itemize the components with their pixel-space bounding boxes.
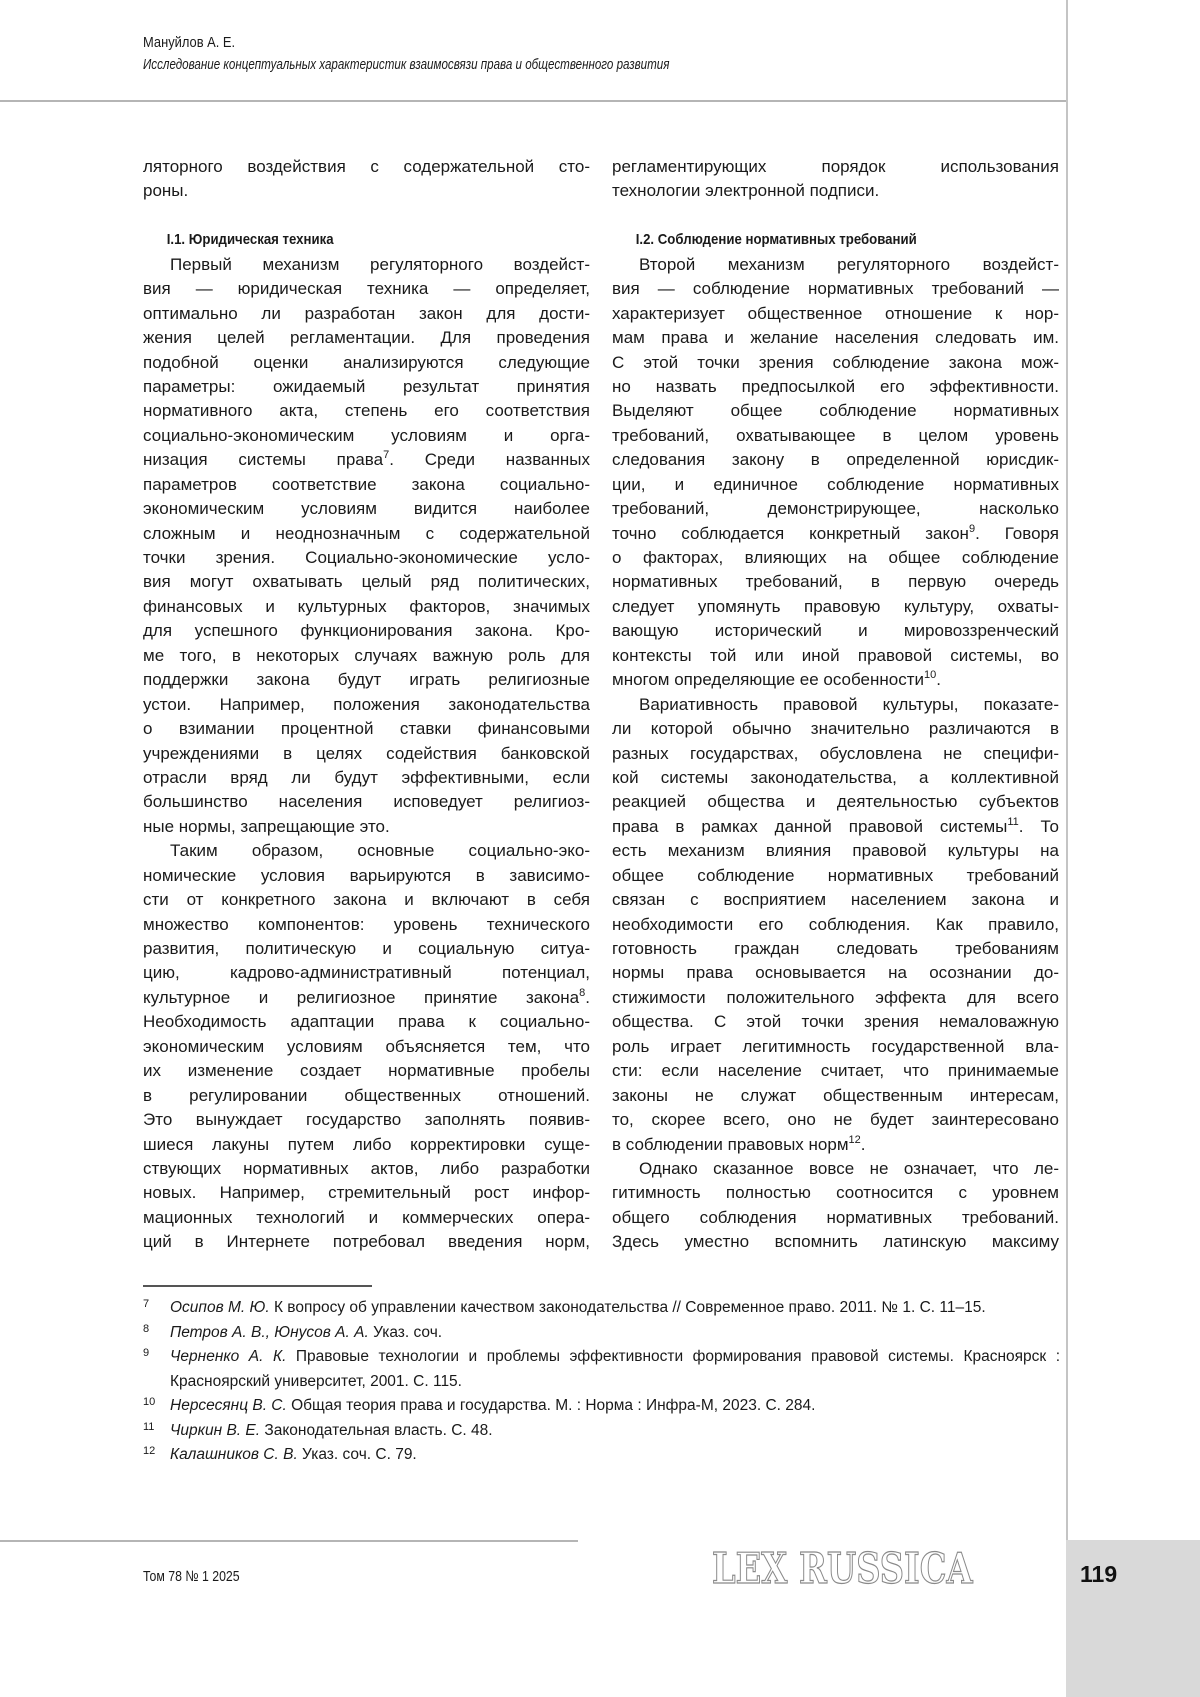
- text-line: большинство населения исповедует религиоз-: [143, 790, 590, 814]
- text-line: ные нормы, запрещающие это.: [143, 815, 590, 839]
- footnote: [143, 1345, 1060, 1394]
- text-line: следует упомянуть правовую культуру, охваты-: [612, 595, 1059, 619]
- text-line: поддержки закона будут играть религиозные: [143, 668, 590, 692]
- text-line: но назвать предпосылкой его эффективности.: [612, 375, 1059, 399]
- text-line: учреждениями в целях содействия банковской: [143, 742, 590, 766]
- text-column-right: [612, 155, 1059, 1255]
- footnote: [143, 1296, 1060, 1321]
- text-line: кой системы законодательства, а коллективной: [612, 766, 1059, 790]
- header-divider: [0, 100, 1068, 102]
- footnote: [143, 1321, 1060, 1346]
- text-line: социально-экономическим условиям и орга-: [143, 424, 590, 448]
- text-line: реакцией общества и деятельностью субъектов: [612, 790, 1059, 814]
- text-line: ме того, в некоторых случаях важную роль для: [143, 644, 590, 668]
- text-line: оптимально ли разработан закон для дости-: [143, 302, 590, 326]
- blank-line: [612, 204, 1059, 228]
- footnote-ref: 8: [579, 987, 585, 999]
- text-line: готовность граждан следовать требованиям: [612, 937, 1059, 961]
- text-segment: многом определяющие ее особенности: [612, 670, 924, 689]
- footnote-author: Осипов М. Ю.: [170, 1299, 270, 1316]
- text-line: контексты той или иной правовой системы, во: [612, 644, 1059, 668]
- section-heading: I.2. Соблюдение нормативных требований: [612, 228, 1005, 252]
- text-line: характеризует общественное отношение к нор-: [612, 302, 1059, 326]
- text-line: ли которой обычно значительно различаются в: [612, 717, 1059, 741]
- text-line: требований, демонстрирующее, насколько: [612, 497, 1059, 521]
- footnote-ref: 12: [849, 1134, 861, 1146]
- text-line: роны.: [143, 179, 590, 203]
- text-line: [612, 815, 1059, 839]
- text-line: Необходимость адаптации права к социально-: [143, 1010, 590, 1034]
- text-line: сти от конкретного закона и включают в себя: [143, 888, 590, 912]
- text-line: ляторного воздействия с содержательной сто-: [143, 155, 590, 179]
- footnote-number: 10: [143, 1390, 155, 1415]
- margin-divider: [1066, 0, 1068, 1542]
- text-line: связан с восприятием населением закона и: [612, 888, 1059, 912]
- text-line: есть механизм влияния правовой культуры на: [612, 839, 1059, 863]
- running-head-author: Мануйлов А. Е.: [143, 34, 235, 51]
- journal-logo: LEX RUSSICA: [712, 1544, 973, 1594]
- text-segment: культурное и религиозное принятие закона: [143, 988, 579, 1007]
- text-line: общего соблюдения нормативных требований.: [612, 1206, 1059, 1230]
- text-segment: .: [585, 988, 590, 1007]
- text-line: мационных технологий и коммерческих опера-: [143, 1206, 590, 1230]
- footnote-author: Калашников С. В.: [170, 1446, 298, 1463]
- text-line: следования закону в определенной юрисдик-: [612, 448, 1059, 472]
- footnote-author: Черненко А. К.: [170, 1348, 286, 1365]
- text-line: [612, 1133, 1059, 1157]
- section-heading: I.1. Юридическая техника: [143, 228, 536, 252]
- footnote: [143, 1443, 1060, 1468]
- text-line: то, скорее всего, оно не будет заинтересовано: [612, 1108, 1059, 1132]
- text-line: вия — юридическая техника — определяет,: [143, 277, 590, 301]
- text-line: Второй механизм регуляторного воздейст-: [612, 253, 1059, 277]
- text-line: регламентирующих порядок использования: [612, 155, 1059, 179]
- text-line: Это вынуждает государство заполнять появив-: [143, 1108, 590, 1132]
- text-line: разных государствах, обусловлена не специфи-: [612, 742, 1059, 766]
- text-line: [612, 668, 1059, 692]
- text-line: Первый механизм регуляторного воздейст-: [143, 253, 590, 277]
- footnote-text: Законодательная власть. С. 48.: [260, 1422, 493, 1439]
- text-line: Вариативность правовой культуры, показате-: [612, 693, 1059, 717]
- running-head-title: Исследование концептуальных характеристик взаимосвязи права и общественного развития: [143, 57, 669, 73]
- footnote-number: 12: [143, 1439, 155, 1464]
- footnote-text: Общая теория права и государства. М. : Норма : Инфра-М, 2023. С. 284.: [287, 1397, 816, 1414]
- text-line: сложным и неоднозначным с содержательной: [143, 522, 590, 546]
- text-line: вия — соблюдение нормативных требований —: [612, 277, 1059, 301]
- footnote-ref: 10: [924, 669, 936, 681]
- text-line: требований, охватывающее в целом уровень: [612, 424, 1059, 448]
- text-line: их изменение создает нормативные пробелы: [143, 1059, 590, 1083]
- text-line: финансовых и культурных факторов, значимых: [143, 595, 590, 619]
- text-line: [143, 448, 590, 472]
- text-segment: . То: [1019, 817, 1059, 836]
- text-line: вающую исторический и мировоззренческий: [612, 619, 1059, 643]
- text-line: экономическим условиям видится наиболее: [143, 497, 590, 521]
- text-line: для успешного функционирования закона. Кро-: [143, 619, 590, 643]
- footnote-ref: 9: [969, 523, 975, 535]
- footnote-text: Правовые технологии и проблемы эффективности формирования правовой системы. Красноярск : Красноярский университет, 2001. С. 115.: [170, 1348, 1060, 1390]
- text-line: точки зрения. Социально-экономические усло-: [143, 546, 590, 570]
- text-line: общества. С этой точки зрения немаловажную: [612, 1010, 1059, 1034]
- text-line: параметры: ожидаемый результат принятия: [143, 375, 590, 399]
- text-column-left: [143, 155, 590, 1255]
- footnote-number: 11: [143, 1415, 154, 1440]
- text-segment: точно соблюдается конкретный закон: [612, 524, 969, 543]
- text-line: о факторах, влияющих на общее соблюдение: [612, 546, 1059, 570]
- text-line: мам права и желание населения следовать им.: [612, 326, 1059, 350]
- text-line: Однако сказанное вовсе не означает, что ле-: [612, 1157, 1059, 1181]
- text-line: роль играет легитимность государственной вла-: [612, 1035, 1059, 1059]
- text-line: в регулировании общественных отношений.: [143, 1084, 590, 1108]
- text-line: устои. Например, положения законодательства: [143, 693, 590, 717]
- text-line: Таким образом, основные социально-эко-: [143, 839, 590, 863]
- text-line: нормы права основывается на осознании до-: [612, 961, 1059, 985]
- footer-divider: [0, 1540, 578, 1542]
- text-line: законы не служат общественным интересам,: [612, 1084, 1059, 1108]
- text-line: необходимости его соблюдения. Как правило,: [612, 913, 1059, 937]
- footnote-text: К вопросу об управлении качеством законодательства // Современное право. 2011. № 1. С. 11–15.: [270, 1299, 986, 1316]
- footnotes: [143, 1296, 1060, 1468]
- text-segment: .: [936, 670, 941, 689]
- text-line: вия могут охватывать целый ряд политических,: [143, 570, 590, 594]
- footnote-ref: 11: [1007, 816, 1018, 828]
- text-line: [143, 986, 590, 1010]
- footnote-author: Чиркин В. Е.: [170, 1422, 260, 1439]
- text-segment: . Говоря: [975, 524, 1059, 543]
- footnote: [143, 1394, 1060, 1419]
- text-line: ствующих нормативных актов, либо разработки: [143, 1157, 590, 1181]
- text-segment: права в рамках данной правовой системы: [612, 817, 1007, 836]
- footnote-author: Нерсесянц В. С.: [170, 1397, 287, 1414]
- footnote-number: 8: [143, 1317, 149, 1342]
- footnote-number: 7: [143, 1292, 149, 1317]
- page-number: 119: [1080, 1561, 1117, 1588]
- text-line: Выделяют общее соблюдение нормативных: [612, 399, 1059, 423]
- footnote-text: Указ. соч.: [369, 1324, 442, 1341]
- footnote-author: Петров А. В., Юнусов А. А.: [170, 1324, 369, 1341]
- text-line: гитимность полностью соотносится с уровнем: [612, 1181, 1059, 1205]
- issue-info: Том 78 № 1 2025: [143, 1568, 240, 1585]
- text-line: отрасли вряд ли будут эффективными, если: [143, 766, 590, 790]
- text-line: стижимости положительного эффекта для всего: [612, 986, 1059, 1010]
- text-line: технологии электронной подписи.: [612, 179, 1059, 203]
- text-line: [612, 522, 1059, 546]
- footnote-text: Указ. соч. С. 79.: [298, 1446, 417, 1463]
- text-line: жения целей регламентации. Для проведения: [143, 326, 590, 350]
- footnote: [143, 1419, 1060, 1444]
- text-line: цию, кадрово-административный потенциал,: [143, 961, 590, 985]
- text-line: развития, политическую и социальную ситуа-: [143, 937, 590, 961]
- text-line: ции, и единичное соблюдение нормативных: [612, 473, 1059, 497]
- text-line: нормативного акта, степень его соответствия: [143, 399, 590, 423]
- text-line: подобной оценки анализируются следующие: [143, 351, 590, 375]
- text-line: параметров соответствие закона социально-: [143, 473, 590, 497]
- text-line: экономическим условиям объясняется тем, что: [143, 1035, 590, 1059]
- text-line: множество компонентов: уровень технического: [143, 913, 590, 937]
- text-line: ций в Интернете потребовал введения норм,: [143, 1230, 590, 1254]
- text-line: номические условия варьируются в зависимо-: [143, 864, 590, 888]
- text-line: Здесь уместно вспомнить латинскую максиму: [612, 1230, 1059, 1254]
- text-line: новых. Например, стремительный рост инфор-: [143, 1181, 590, 1205]
- blank-line: [143, 204, 590, 228]
- text-segment: низация системы права: [143, 450, 383, 469]
- text-line: сти: если население считает, что принимаемые: [612, 1059, 1059, 1083]
- text-line: о взимании процентной ставки финансовыми: [143, 717, 590, 741]
- text-line: шиеся лакуны путем либо корректировки суще-: [143, 1133, 590, 1157]
- text-line: С этой точки зрения соблюдение закона мож-: [612, 351, 1059, 375]
- text-line: нормативных требований, в первую очередь: [612, 570, 1059, 594]
- text-line: общее соблюдение нормативных требований: [612, 864, 1059, 888]
- footnote-ref: 7: [383, 449, 389, 461]
- text-segment: в соблюдении правовых норм: [612, 1135, 849, 1154]
- text-segment: .: [861, 1135, 866, 1154]
- footnote-separator: [143, 1285, 372, 1287]
- footnote-number: 9: [143, 1341, 149, 1366]
- text-segment: . Среди названных: [389, 450, 590, 469]
